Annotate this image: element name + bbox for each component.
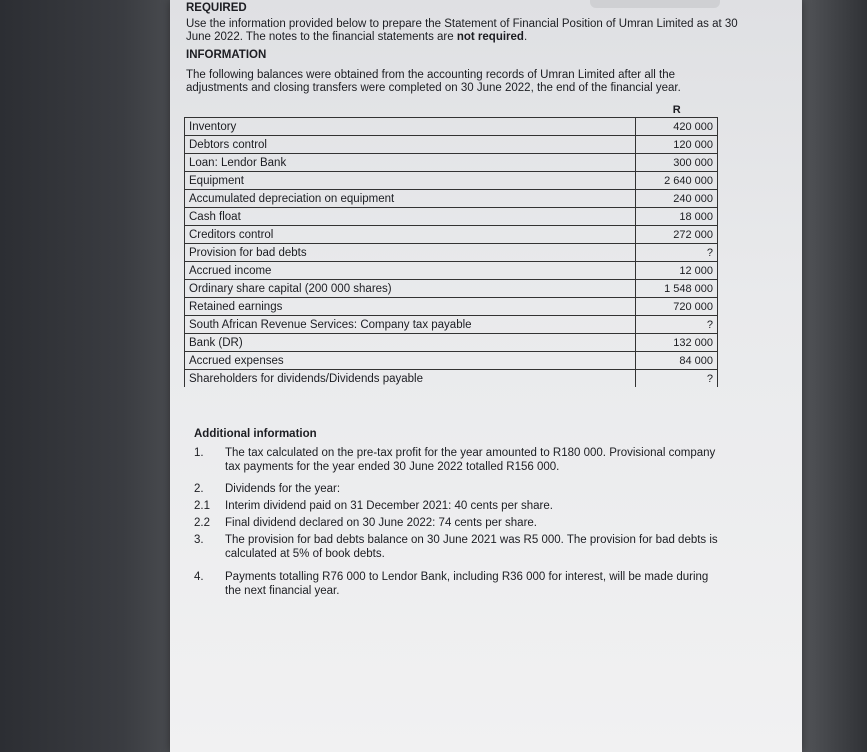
currency-header: R	[672, 104, 681, 116]
row-value: 420 000	[636, 118, 718, 136]
table-row	[185, 118, 718, 136]
row-value: 84 000	[636, 352, 718, 370]
table-row	[185, 352, 718, 370]
additional-info-heading: Additional information	[194, 428, 317, 440]
row-value: 1 548 000	[636, 280, 718, 298]
table-row	[185, 172, 718, 190]
row-label: Bank (DR)	[185, 334, 636, 352]
table-row	[185, 190, 718, 208]
row-value: ?	[636, 370, 718, 388]
note-text: Dividends for the year:	[225, 483, 341, 495]
row-value: 12 000	[636, 262, 718, 280]
note-number: 2.2	[194, 517, 210, 529]
row-label: Accrued income	[185, 262, 636, 280]
note-number: 3.	[194, 534, 204, 546]
background-right	[797, 0, 867, 752]
row-value: ?	[636, 244, 718, 262]
table-row	[185, 226, 718, 244]
row-value: 300 000	[636, 154, 718, 172]
row-label: Inventory	[185, 118, 636, 136]
instruction-body: Use the information provided below to prepare the Statement of Financial Position of Umran Limited as at 30 June 2022. The notes to the financial statements are not required.	[186, 18, 738, 43]
row-value: 720 000	[636, 298, 718, 316]
note-number: 2.1	[194, 500, 210, 512]
instruction-emphasis: not required	[456, 31, 524, 43]
table-row	[185, 154, 718, 172]
table-row	[185, 370, 718, 388]
table-row	[185, 298, 718, 316]
note-number: 4.	[194, 571, 204, 583]
table-row	[185, 316, 718, 334]
row-label: Accumulated depreciation on equipment	[185, 190, 636, 208]
row-value: 2 640 000	[636, 172, 718, 190]
information-heading: INFORMATION	[186, 49, 267, 61]
row-label: South African Revenue Services: Company tax payable	[185, 316, 636, 334]
information-text: The following balances were obtained from the accounting records of Umran Limited after all the adjustments and closing transfers were completed on 30 June 2022, the end of the financial year.	[186, 69, 681, 94]
note-text: Final dividend declared on 30 June 2022: 74 cents per share.	[225, 517, 537, 529]
table-header-row	[185, 103, 718, 118]
table-row	[185, 280, 718, 298]
table-row	[185, 208, 718, 226]
instruction-text	[186, 18, 746, 44]
row-label: Ordinary share capital (200 000 shares)	[185, 280, 636, 298]
note-text: The provision for bad debts balance on 30 June 2021 was R5 000. The provision for bad debts is calculated at 5% of book debts.	[225, 534, 718, 560]
row-value: ?	[636, 316, 718, 334]
row-label: Shareholders for dividends/Dividends payable	[185, 370, 636, 388]
table-row	[185, 136, 718, 154]
balances-table	[184, 103, 718, 387]
table-row	[185, 244, 718, 262]
note-number: 2.	[194, 483, 204, 495]
table-row	[185, 262, 718, 280]
row-label: Accrued expenses	[185, 352, 636, 370]
row-label: Provision for bad debts	[185, 244, 636, 262]
row-value: 132 000	[636, 334, 718, 352]
row-label: Cash float	[185, 208, 636, 226]
row-value: 18 000	[636, 208, 718, 226]
note-text: The tax calculated on the pre-tax profit for the year amounted to R180 000. Provisional company tax payments for the year ended 30 June 2022 totalled R156 000.	[225, 447, 716, 473]
background-left	[0, 0, 175, 752]
row-label: Retained earnings	[185, 298, 636, 316]
row-label: Creditors control	[185, 226, 636, 244]
paper-corner	[590, 0, 720, 8]
note-text: Payments totalling R76 000 to Lendor Bank, including R36 000 for interest, will be made during the next financial year.	[225, 571, 709, 597]
row-value: 240 000	[636, 190, 718, 208]
row-value: 120 000	[636, 136, 718, 154]
row-label: Debtors control	[185, 136, 636, 154]
row-label: Loan: Lendor Bank	[185, 154, 636, 172]
row-label: Equipment	[185, 172, 636, 190]
table-row	[185, 334, 718, 352]
note-text: Interim dividend paid on 31 December 2021: 40 cents per share.	[225, 500, 553, 512]
note-number: 1.	[194, 447, 204, 459]
required-heading: REQUIRED	[186, 2, 247, 14]
row-value: 272 000	[636, 226, 718, 244]
